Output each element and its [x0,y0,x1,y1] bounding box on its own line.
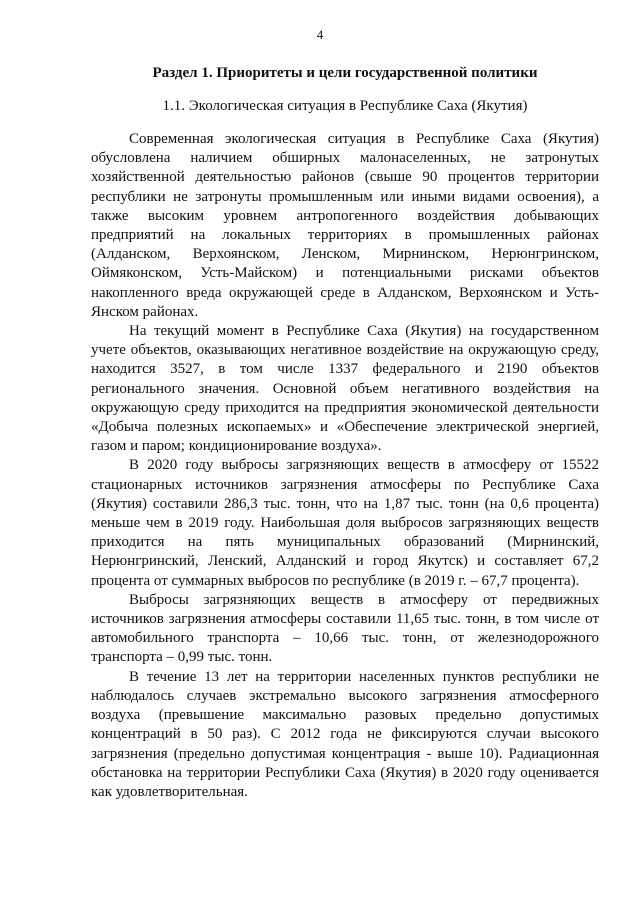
paragraph-1: Современная экологическая ситуация в Республике Саха (Якутия) обусловлена наличием обширных малонаселенных, не затронутых хозяйственной деятельностью районов (свыше 90 процентов территории республики не затронуты промышленным или иными видами освоения), а также высоким уровнем антропогенного воздействия добывающих предприятий на локальных территориях в промышленных районах (Алданском, Верхоянском, Ленском, Мирнинском, Нерюнгринском, Оймяконском, Усть-Майском) и потенциальными рисками объектов накопленного вреда окружающей среде в Алданском, Верхоянском и Усть-Янском районах. [91,131,599,320]
section-title: Раздел 1. Приоритеты и цели государственной политики [152,65,538,81]
paragraph-4: Выбросы загрязняющих веществ в атмосферу от передвижных источников загрязнения атмосферы составили 11,65 тыс. тонн, в том числе от автомобильного транспорта – 10,66 тыс. тонн, от железнодорожного транспорта – 0,99 тыс. тонн. [91,591,599,666]
body-text [91,130,599,802]
subsection-title: 1.1. Экологическая ситуация в Республике Саха (Якутия) [162,98,528,114]
paragraph-2: На текущий момент в Республике Саха (Якутия) на государственном учете объектов, оказывающих негативное воздействие на окружающую среду, находится 3527, в том числе 1337 федерального и 2190 объектов регионального значения. Основной объем негативного воздействия на окружающую среду приходится на предприятия экономической деятельности «Добыча полезных ископаемых» и «Обеспечение электрической энергией, газом и паром; кондиционирование воздуха». [91,323,599,455]
page-number: 4 [316,27,324,42]
paragraph-5: В течение 13 лет на территории населенных пунктов республики не наблюдалось случаев экстремально высокого загрязнения атмосферного воздуха (превышение максимально разовых предельно допустимых концентраций в 50 раз). С 2012 года не фиксируются случаи высокого загрязнения (предельно допустимая концентрация - выше 10). Радиационная обстановка на территории Республики Саха (Якутия) в 2020 году оценивается как удовлетворительная. [91,668,599,800]
paragraph-3: В 2020 году выбросы загрязняющих веществ в атмосферу от 15522 стационарных источников загрязнения атмосферы по Республике Саха (Якутия) составили 286,3 тыс. тонн, что на 1,87 тыс. тонн (на 0,6 процента) меньше чем в 2019 году. Наибольшая доля выбросов загрязняющих веществ приходится на пять муниципальных образований (Мирнинский, Нерюнгринский, Ленский, Алданский и город Якутск) и составляет 67,2 процента от суммарных выбросов по республике (в 2019 г. – 67,7 процента). [91,457,599,589]
